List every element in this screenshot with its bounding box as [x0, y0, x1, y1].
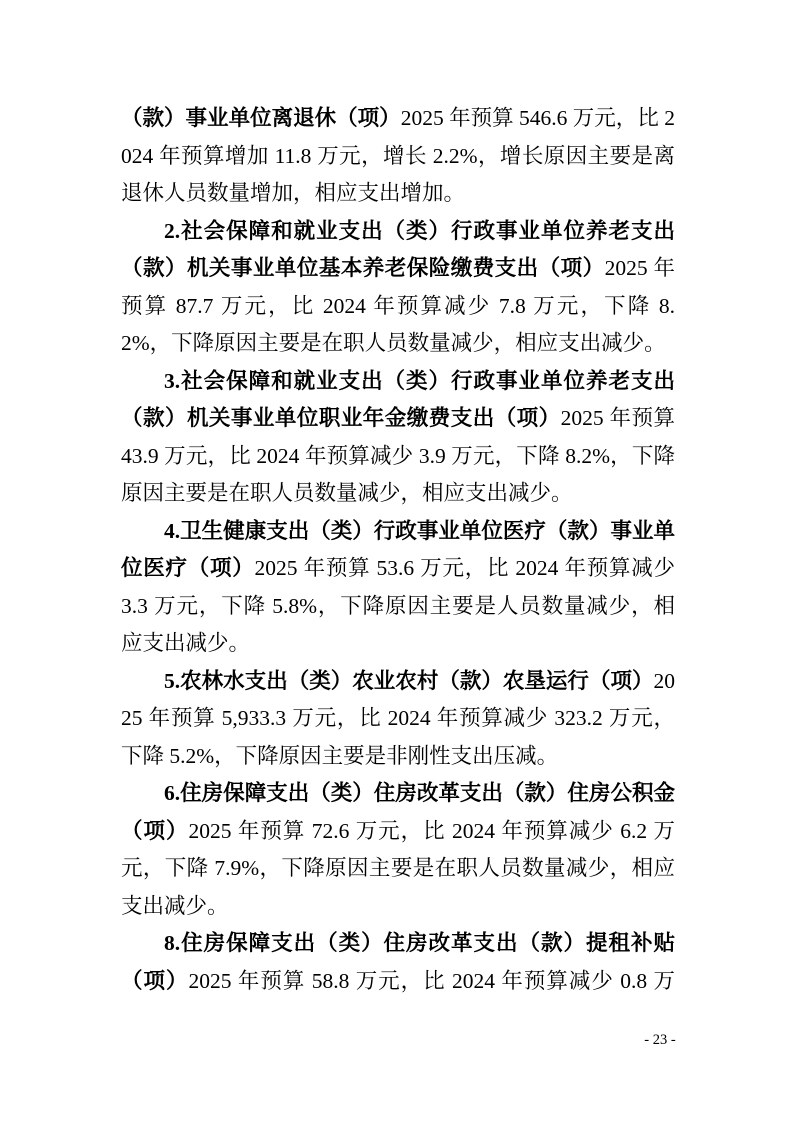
paragraph-item-4 — [121, 513, 675, 663]
item-heading: 6.住房保障支出（类）住房改革支出（款）住房公积金（项） — [121, 781, 675, 843]
paragraph-item-1-continuation — [121, 100, 675, 213]
page-number: - 23 - — [644, 1032, 676, 1048]
item-heading: 2.社会保障和就业支出（类）行政事业单位养老支出（款）机关事业单位基本养老保险缴费支出（项） — [121, 218, 675, 280]
item-text: 2025 年预算 53.6 万元，比 2024 年预算减少 3.3 万元，下降 5.8%，下降原因主要是人员数量减少，相应支出减少。 — [121, 556, 675, 655]
paragraph-item-8 — [121, 925, 675, 1000]
item-text: 2025 年预算 87.7 万元，比 2024 年预算减少 7.8 万元，下降 8.2%，下降原因主要是在职人员数量减少，相应支出减少。 — [121, 256, 675, 355]
item-heading: 8.住房保障支出（类）住房改革支出（款）提租补贴（项） — [121, 931, 675, 993]
paragraph-item-5 — [121, 663, 675, 776]
item-text: 2025 年预算 546.6 万元，比 2024 年预算增加 11.8 万元，增长 2.2%，增长原因主要是离退休人员数量增加，相应支出增加。 — [121, 106, 675, 205]
paragraph-item-3 — [121, 363, 675, 513]
document-body — [121, 100, 675, 1000]
item-text: 2025 年预算 72.6 万元，比 2024 年预算减少 6.2 万元，下降 7.9%，下降原因主要是在职人员数量减少，相应支出减少。 — [121, 818, 675, 918]
item-heading: （款）事业单位离退休（项） — [121, 106, 401, 130]
paragraph-item-6 — [121, 775, 675, 925]
paragraph-item-2 — [121, 213, 675, 363]
item-heading: 4.卫生健康支出（类）行政事业单位医疗（款）事业单位医疗（项） — [121, 518, 675, 580]
item-text: 2025 年预算 58.8 万元，比 2024 年预算减少 0.8 万 — [188, 968, 675, 993]
item-text: 2025 年预算 5,933.3 万元，比 2024 年预算减少 323.2 万元，下降 5.2%，下降原因主要是非刚性支出压减。 — [121, 668, 675, 768]
item-text: 2025 年预算 43.9 万元，比 2024 年预算减少 3.9 万元，下降 8.2%，下降原因主要是在职人员数量减少，相应支出减少。 — [121, 406, 675, 505]
item-heading: 5.农林水支出（类）农业农村（款）农垦运行（项） — [164, 668, 654, 693]
item-heading: 3.社会保障和就业支出（类）行政事业单位养老支出（款）机关事业单位职业年金缴费支出（项） — [121, 368, 675, 430]
